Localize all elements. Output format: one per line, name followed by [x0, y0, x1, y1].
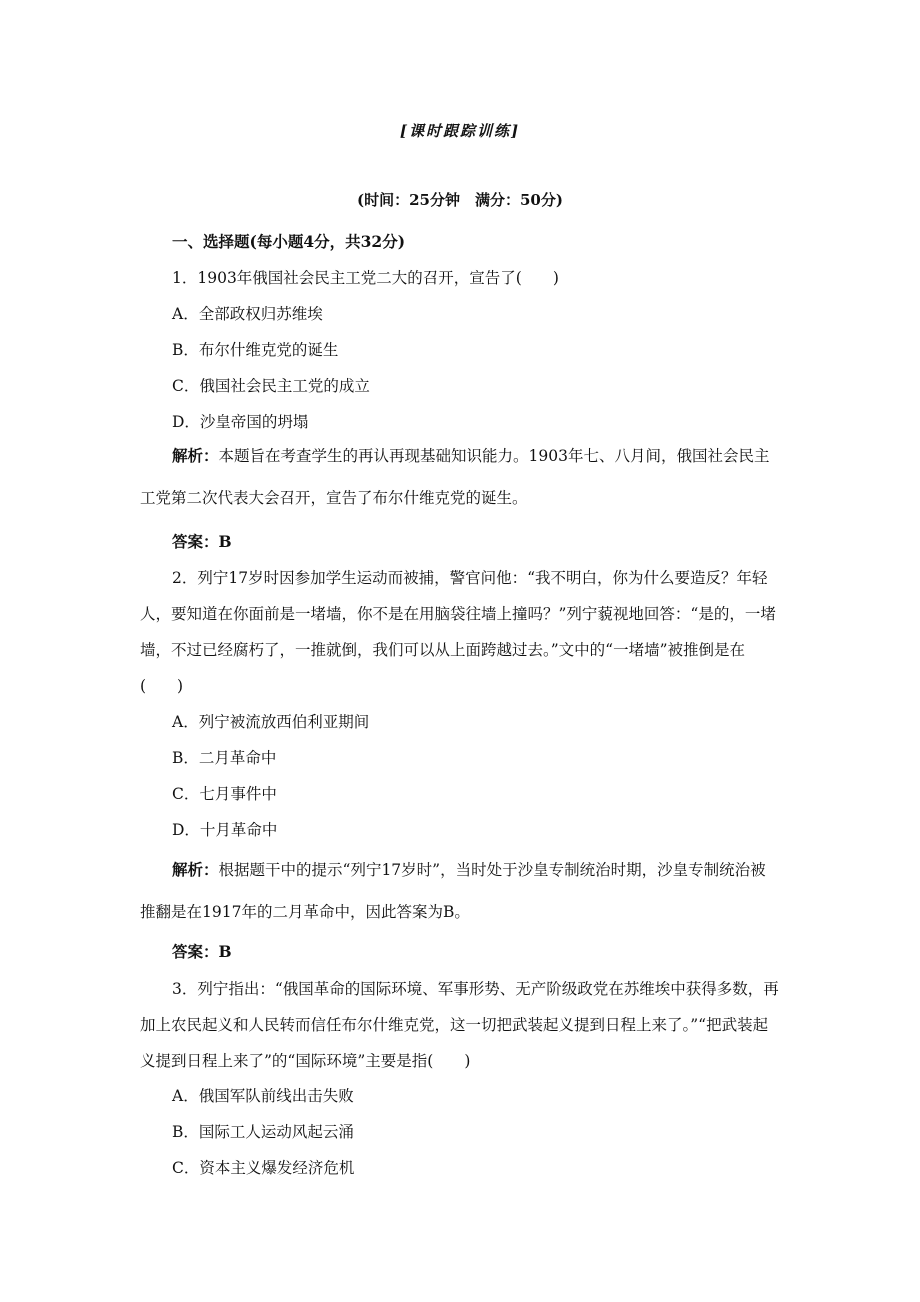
question-2-option-c: C．七月事件中 — [172, 785, 277, 803]
question-1-option-b: B．布尔什维克党的诞生 — [172, 341, 339, 359]
question-3-option-c: C．资本主义爆发经济危机 — [172, 1159, 355, 1177]
question-2-option-b: B．二月革命中 — [172, 749, 277, 767]
question-3-option-b: B．国际工人运动风起云涌 — [172, 1123, 354, 1141]
question-2-option-a: A．列宁被流放西伯利亚期间 — [172, 713, 370, 731]
question-1-option-a: A．全部政权归苏维埃 — [172, 305, 323, 323]
question-2-answer: 答案：B — [172, 942, 232, 961]
time-score-info: (时间：25分钟 满分：50分) — [357, 191, 563, 209]
question-1-stem: 1．1903年俄国社会民主工党二大的召开，宣告了( ) — [172, 269, 559, 287]
page-title: [课时跟踪训练] — [399, 122, 521, 140]
analysis-text: 本题旨在考查学生的再认再现基础知识能力。1903年七、八月间，俄国社会民主工党第二次代表大会召开，宣告了布尔什维克党的诞生。 — [140, 447, 770, 507]
question-1-answer: 答案：B — [172, 532, 232, 551]
analysis-label: 解析： — [172, 446, 219, 465]
question-1-option-c: C．俄国社会民主工党的成立 — [172, 377, 370, 395]
question-3-option-a: A．俄国军队前线出击失败 — [172, 1087, 354, 1105]
analysis-label: 解析： — [172, 860, 219, 879]
question-1-analysis — [140, 435, 780, 519]
analysis-text: 根据题干中的提示“列宁17岁时”，当时处于沙皇专制统治时期，沙皇专制统治被推翻是在1917年的二月革命中，因此答案为B。 — [140, 861, 766, 921]
question-2-stem: 2．列宁17岁时因参加学生运动而被捕，警官问他：“我不明白，你为什么要造反？年轻人，要知道在你面前是一堵墙，你不是在用脑袋往墙上撞吗？”列宁藐视地回答：“是的，一堵墙，不过已经腐朽了，一推就倒，我们可以从上面跨越过去。”文中的“一堵墙”被推倒是在( ) — [140, 569, 776, 695]
question-2-option-d: D．十月革命中 — [172, 821, 278, 839]
section-heading: 一、选择题(每小题4分，共32分) — [172, 232, 406, 251]
question-3-stem: 3．列宁指出：“俄国革命的国际环境、军事形势、无产阶级政党在苏维埃中获得多数，再加上农民起义和人民转而信任布尔什维克党，这一切把武装起义提到日程上来了。”“把武装起义提到日程上来了”的“国际环境”主要是指( ) — [140, 980, 779, 1070]
question-1-option-d: D．沙皇帝国的坍塌 — [172, 413, 309, 431]
question-2-analysis — [140, 849, 780, 933]
